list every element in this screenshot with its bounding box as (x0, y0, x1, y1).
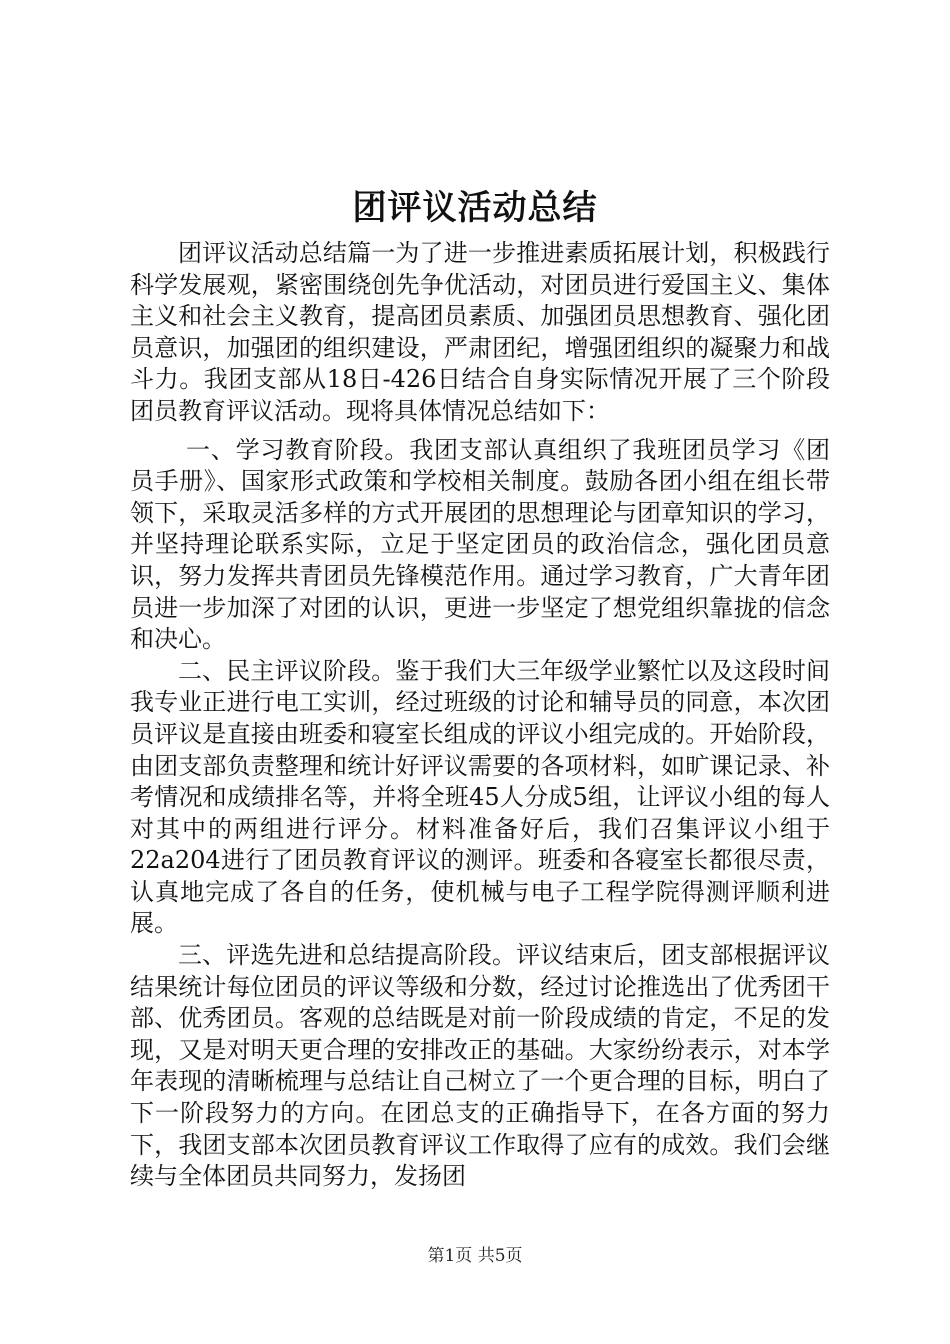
paragraph-study-stage: 一、学习教育阶段。我团支部认真组织了我班团员学习《团员手册》、国家形式政策和学校相关制度。鼓励各团小组在组长带领下，采取灵活多样的方式开展团的思想理论与团章知识的学习，并坚持理论联系实际，立足于坚定团员的政治信念，强化团员意识，努力发挥共青团员先锋模范作用。通过学习教育，广大青年团员进一步加深了对团的认识，更进一步坚定了想党组织靠拢的信念和决心。 (130, 435, 830, 654)
paragraph-review-stage: 二、民主评议阶段。鉴于我们大三年级学业繁忙以及这段时间我专业正进行电工实训，经过班级的讨论和辅导员的同意，本次团员评议是直接由班委和寝室长组成的评议小组完成的。开始阶段，由团支部负责整理和统计好评议需要的各项材料，如旷课记录、补考情况和成绩排名等，并将全班45人分成5组，让评议小组的每人对其中的两组进行评分。材料准备好后，我们召集评议小组于22a204进行了团员教育评议的测评。班委和各寝室长都很尽责，认真地完成了各自的任务，使机械与电子工程学院得测评顺利进展。 (130, 656, 830, 938)
paragraph-selection-stage: 三、评选先进和总结提高阶段。评议结束后，团支部根据评议结果统计每位团员的评议等级和分数，经过讨论推选出了优秀团干部、优秀团员。客观的总结既是对前一阶段成绩的肯定，不足的发现，又是对明天更合理的安排改正的基础。大家纷纷表示，对本学年表现的清晰梳理与总结让自己树立了一个更合理的目标，明白了下一阶段努力的方向。在团总支的正确指导下，在各方面的努力下，我团支部本次团员教育评议工作取得了应有的成效。我们会继续与全体团员共同努力，发扬团 (130, 941, 830, 1191)
paragraph-intro: 团评议活动总结篇一为了进一步推进素质拓展计划，积极践行科学发展观，紧密围绕创先争优活动，对团员进行爱国主义、集体主义和社会主义教育，提高团员素质、加强团员思想教育、强化团员意识，加强团的组织建设，严肃团纪，增强团组织的凝聚力和战斗力。我团支部从18日-426日结合自身实际情况开展了三个阶段团员教育评议活动。现将具体情况总结如下： (130, 239, 830, 425)
document-body (130, 238, 830, 1193)
page-footer: 第1页 共5页 (427, 1246, 523, 1266)
document-title: 团评议活动总结 (352, 188, 598, 228)
